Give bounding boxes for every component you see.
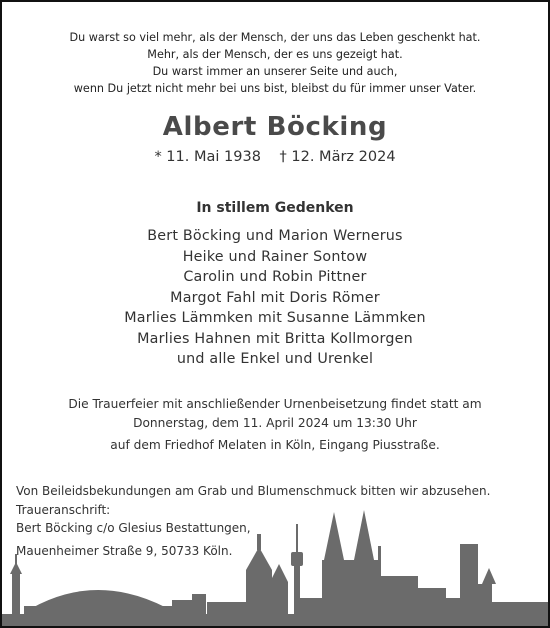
mourner-line: Heike und Rainer Sontow: [182, 248, 368, 265]
poem-line: Mehr, als der Mensch, der es uns gezeigt hat.: [147, 48, 403, 61]
mourner-line: Carolin und Robin Pittner: [183, 269, 367, 285]
deceased-name: Albert Böcking: [162, 112, 388, 142]
address-label: Traueranschrift:: [16, 502, 111, 517]
address-line: Mauenheimer Straße 9, 50733 Köln.: [16, 543, 233, 558]
life-dates: [2, 149, 548, 165]
address-line: Bert Böcking c/o Glesius Bestattungen,: [16, 521, 251, 535]
memorial-heading: In stillem Gedenken: [196, 200, 354, 216]
funeral-service-info: [2, 395, 548, 455]
death-date: † 12. März 2024: [279, 149, 396, 165]
memorial-poem: [2, 29, 548, 97]
mourner-line: Marlies Lämmken mit Susanne Lämmken: [124, 310, 426, 326]
poem-line: wenn Du jetzt nicht mehr bei uns bist, bleibst du für immer unser Vater.: [73, 82, 477, 95]
mourner-line: Bert Böcking und Marion Wernerus: [147, 228, 403, 244]
service-date-time: Donnerstag, dem 11. April 2024 um 13:30 Uhr: [133, 416, 417, 430]
service-location: auf dem Friedhof Melaten in Köln, Eingang Piusstraße.: [110, 438, 440, 452]
mourner-line: und alle Enkel und Urenkel: [176, 351, 374, 367]
footer-notes: [16, 482, 490, 560]
poem-line: Du warst so viel mehr, als der Mensch, der uns das Leben geschenkt hat.: [69, 31, 481, 44]
mourner-line: Margot Fahl mit Doris Römer: [170, 289, 380, 306]
mourner-line: Marlies Hahnen mit Britta Kollmorgen: [137, 330, 413, 347]
birth-date: * 11. Mai 1938: [154, 149, 261, 165]
mourners-list: [2, 226, 548, 370]
poem-line: Du warst immer an unserer Seite und auch,: [152, 65, 398, 78]
condolence-note: Von Beileidsbekundungen am Grab und Blumenschmuck bitten wir abzusehen.: [16, 484, 491, 498]
service-line: Die Trauerfeier mit anschließender Urnenbeisetzung findet statt am: [68, 397, 482, 411]
